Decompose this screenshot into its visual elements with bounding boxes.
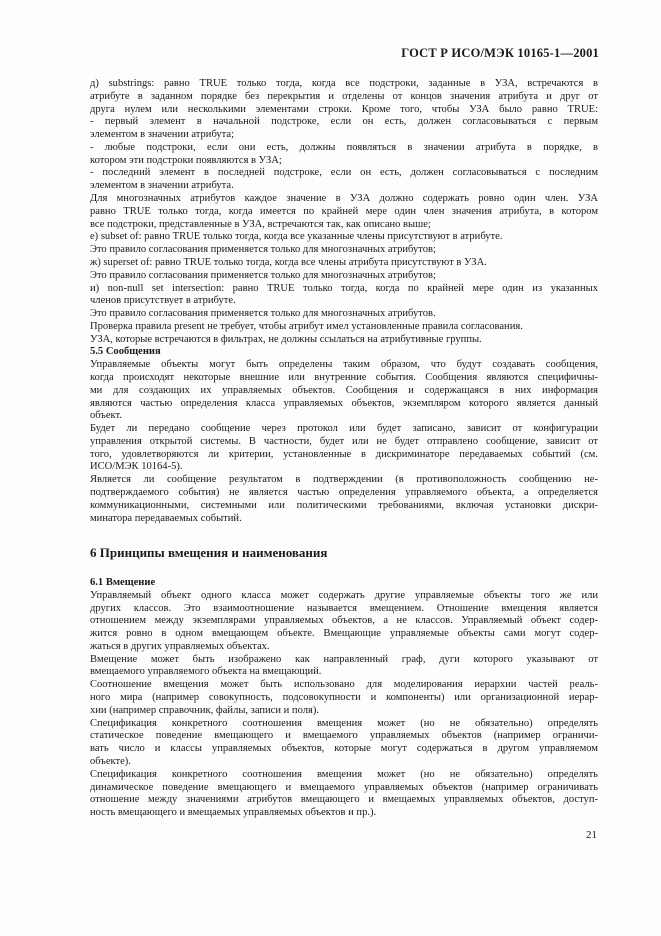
text-line: котором эти подстроки появляются в УЗА; <box>90 154 282 166</box>
text-line: Управляемые объекты могут быть определены таким образом, что будут создавать сообщения, <box>90 359 598 371</box>
text-line: того, удовлетворяются ли критерии, установленные в дискриминаторе передаваемых событий (см. <box>90 448 598 460</box>
text-line: - последний элемент в последней подстроке, если он есть, должен согласовываться с последним <box>90 167 598 179</box>
text-line: Спецификация конкретного соотношения вмещения может (но не обязательно) определять <box>90 717 598 729</box>
text-block-bottom <box>90 577 598 820</box>
text-line: вмещаемого управляемого объекта на вмещающий. <box>90 666 322 678</box>
text-line: отношением между экземплярами управляемых объектов, а не классов. Управляемый объект содер- <box>90 615 598 627</box>
text-line: когда происходят некоторые внешние или внутренние события. Сообщения являются специфичны- <box>90 371 598 383</box>
text-line: Является ли сообщение результатом в подтверждении (в противоположность сообщению не- <box>90 474 598 486</box>
text-line: Управляемый объект одного класса может содержать другие управляемые объекты того же или <box>90 589 598 601</box>
text-line: ми для создающих их управляемых объектов. Сообщения и содержащаяся в них информация <box>90 384 598 396</box>
text-line: Это правило согласования применяется только для многозначных атрибутов. <box>90 308 436 320</box>
text-line: статическое поведение вмещающего и вмещаемого управляемых объектов (например ограничи- <box>90 730 598 742</box>
text-line: равно TRUE только тогда, когда имеется по крайней мере один член значения атрибута, в котором <box>90 205 598 217</box>
text-line: е) subset of: равно TRUE только тогда, когда все указанные члены присутствуют в атрибуте. <box>90 231 503 243</box>
text-line: УЗА, которые встречаются в фильтрах, не должны ссылаться на атрибутивные группы. <box>90 333 482 345</box>
text-line: друга нулем или несколькими элементами строки. Кроме того, чтобы УЗА было равно TRUE: <box>90 103 598 115</box>
text-line: ного мира (например совокупность, подсовокупности и компоненты) или организационной иерар- <box>90 692 598 704</box>
paragraph-group-a <box>90 78 598 346</box>
text-line: Это правило согласования применяется только для многозначных атрибутов; <box>90 244 436 256</box>
text-line: - первый элемент в начальной подстроке, если он есть, должен согласовываться с первым <box>90 116 598 128</box>
text-line: жится ровно в одном вмещающем объекте. Вмещающие управляемые объекты сами могут содер- <box>90 628 598 640</box>
text-line: хии (например справочник, файлы, записи и поля). <box>90 704 319 716</box>
paragraph-group-c <box>90 590 598 820</box>
text-block-top <box>90 78 598 525</box>
text-line: являются частью определения класса управляемых объектов, экземпляром которого является данный <box>90 397 598 409</box>
text-line: все подстроки, представленные в УЗА, встречаются так, как описано выше; <box>90 218 431 230</box>
text-line: - любые подстроки, если они есть, должны появляться в значении атрибута в порядке, в <box>90 141 598 153</box>
document-header: ГОСТ Р ИСО/МЭК 10165-1—2001 <box>401 46 599 60</box>
text-line: ИСО/МЭК 10164-5). <box>90 461 183 473</box>
text-line: управления открытой системы. В частности, будет или не будет отправлено сообщение, зависит от <box>90 435 598 447</box>
text-line: объект. <box>90 410 122 422</box>
text-line: Проверка правила present не требует, чтобы атрибут имел установленные правила согласования. <box>90 320 523 332</box>
text-line: элементом в значении атрибута. <box>90 180 234 192</box>
page-number: 21 <box>586 829 597 841</box>
text-line: других классов. Это взаимоотношение называется вмещением. Отношение вмещения является <box>90 602 598 614</box>
text-line: минатора передаваемых событий. <box>90 512 242 524</box>
text-line: Спецификация конкретного соотношения вмещения может (но не обязательно) определять <box>90 768 598 780</box>
text-line: элементом в значении атрибута; <box>90 129 235 141</box>
subsection-title-5-5: 5.5 Сообщения <box>90 346 161 358</box>
section-title-6: 6 Принципы вмещения и наименования <box>90 545 328 560</box>
text-line: динамическое поведение вмещающего и вмещаемого управляемых объектов (например ограничивать <box>90 781 598 793</box>
text-line: ж) superset of: равно TRUE только тогда, когда все члены атрибута присутствуют в УЗА. <box>90 256 487 268</box>
text-line: и) non-null set intersection: равно TRUE только тогда, когда по крайней мере один из указанных <box>90 282 598 294</box>
text-line: членов присутствует в атрибуте. <box>90 295 236 307</box>
paragraph-group-b <box>90 359 598 525</box>
text-line: ность вмещающего и вмещаемых управляемых объектов и пр.). <box>90 807 377 819</box>
text-line: жаться в других управляемых объектах. <box>90 640 270 652</box>
text-line: объекте). <box>90 755 131 767</box>
text-line: Вмещение может быть изображено как направленный граф, дуги которого указывают от <box>90 653 598 665</box>
text-line: Это правило согласования применяется только для многозначных атрибутов; <box>90 269 436 281</box>
text-line: отношение между значениями атрибутов вмещающего и вмещаемых управляемых объектов, доступ- <box>90 794 598 806</box>
text-line: Будет ли передано сообщение через протокол или будет записано, зависит от конфигурации <box>90 423 598 435</box>
text-line: атрибуте в заданном порядке без перекрытия и отделены от концов значения атрибута и друг от <box>90 90 598 102</box>
subsection-title-6-1: 6.1 Вмещение <box>90 577 156 588</box>
text-line: Соотношение вмещения может быть использовано для моделирования иерархии частей реаль- <box>90 679 598 691</box>
text-line: д) substrings: равно TRUE только тогда, когда все подстроки, заданные в УЗА, встречаются в <box>90 78 598 89</box>
text-line: Для многозначных атрибутов каждое значение в УЗА должно содержать ровно один член. УЗА <box>90 193 598 205</box>
text-line: коммуникационными, системными или политическими требованиями, включая установки дискри- <box>90 499 598 511</box>
text-line: подтверждаемого события) не является частью определения управляемого объекта, а определяется <box>90 487 598 498</box>
text-line: вать число и классы управляемых объектов, которые могут содержаться в другом управляемом <box>90 743 598 755</box>
